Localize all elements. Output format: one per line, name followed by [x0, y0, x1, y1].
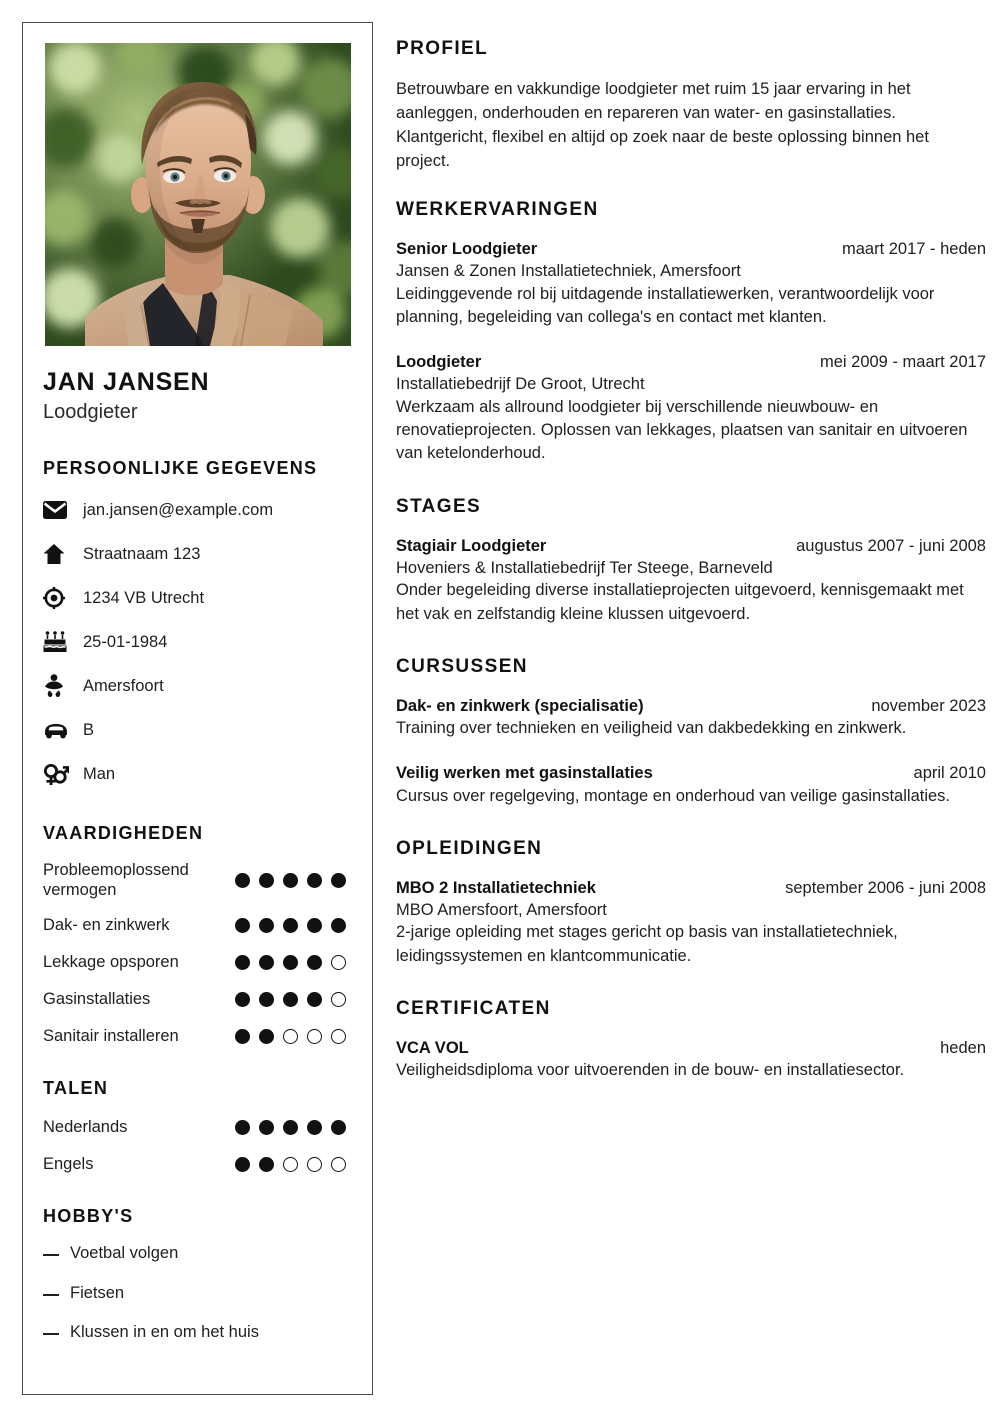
section-work-experience — [396, 199, 986, 466]
contact-value-city: 1234 VB Utrecht — [83, 588, 205, 607]
rating-dot-filled — [307, 918, 322, 933]
entry-date: heden — [940, 1039, 986, 1058]
skill-rating-dots — [235, 992, 352, 1007]
language-row — [43, 1115, 352, 1139]
rating-dot-filled — [235, 1029, 250, 1044]
entry-description: Cursus over regelgeving, montage en onderhoud van veilige gasinstallaties. — [396, 786, 951, 805]
entry-header — [396, 351, 986, 373]
entry-title: Loodgieter — [396, 353, 482, 372]
entry-description: Veiligheidsdiploma voor uitvoerenden in de bouw- en installatiesector. — [396, 1061, 905, 1080]
work-entry — [396, 238, 986, 329]
language-label: Nederlands — [43, 1118, 128, 1137]
rating-dot-filled — [235, 1120, 250, 1135]
rating-dot-filled — [331, 873, 346, 888]
section-heading-skills: VAARDIGHEDEN — [43, 823, 204, 843]
education-entry — [396, 877, 986, 968]
rating-dot-filled — [235, 918, 250, 933]
contact-value-birthdate: 25-01-1984 — [83, 632, 168, 651]
section-heading-hobbies: HOBBY'S — [43, 1206, 134, 1227]
rating-dot-filled — [259, 955, 274, 970]
profile-text: Betrouwbare en vakkundige loodgieter met ruim 15 jaar ervaring in het aanleggen, onderhouden en repareren van water- en gasinstallaties. Klantgericht, flexibel en altijd op zoek naar de beste oplossing binnen het project. — [396, 80, 929, 171]
section-heading-work: WERKERVARINGEN — [396, 199, 599, 221]
gender-icon — [43, 761, 73, 787]
rating-dot-filled — [235, 955, 250, 970]
entry-header — [396, 238, 986, 260]
rating-dot-empty — [331, 992, 346, 1007]
contact-row-birthplace — [43, 671, 352, 701]
entry-organization: Installatiebedrijf De Groot, Utrecht — [396, 375, 645, 394]
skill-rating-dots — [235, 918, 352, 933]
baby-icon — [43, 673, 73, 699]
section-heading-courses: CURSUSSEN — [396, 655, 528, 677]
dash-icon — [43, 1333, 59, 1335]
rating-dot-filled — [259, 918, 274, 933]
entry-date: mei 2009 - maart 2017 — [819, 353, 986, 372]
envelope-icon — [43, 497, 73, 523]
contact-list — [43, 495, 352, 789]
skill-label: Lekkage opsporen — [43, 953, 179, 972]
contact-row-city — [43, 583, 352, 613]
contact-row-email — [43, 495, 352, 525]
entry-date: september 2006 - juni 2008 — [785, 878, 986, 897]
skill-row — [43, 950, 352, 974]
skill-row — [43, 913, 352, 937]
section-heading-internships: STAGES — [396, 495, 482, 517]
entry-header — [396, 877, 986, 899]
skill-rating-dots — [235, 873, 352, 888]
certificate-entry — [396, 1037, 986, 1083]
list-item — [43, 1283, 352, 1304]
rating-dot-empty — [331, 1029, 346, 1044]
section-internships — [396, 496, 986, 626]
skill-label: Probleemoplossend vermogen — [43, 861, 189, 900]
rating-dot-empty — [283, 1029, 298, 1044]
language-label: Engels — [43, 1155, 94, 1174]
name-block — [43, 368, 352, 424]
contact-value-email: jan.jansen@example.com — [83, 500, 274, 519]
rating-dot-filled — [283, 873, 298, 888]
entry-title: Senior Loodgieter — [396, 240, 538, 259]
rating-dot-filled — [331, 1120, 346, 1135]
rating-dot-empty — [283, 1157, 298, 1172]
contact-value-gender: Man — [83, 764, 116, 783]
entry-description: Training over technieken en veiligheid van dakbedekking en zinkwerk. — [396, 719, 907, 738]
location-pin-icon — [43, 585, 73, 611]
section-heading-certificates: CERTIFICATEN — [396, 998, 551, 1020]
contact-value-license: B — [83, 720, 95, 739]
contact-row-address — [43, 539, 352, 569]
rating-dot-filled — [235, 992, 250, 1007]
hobby-label: Voetbal volgen — [70, 1244, 179, 1263]
list-item — [43, 1243, 352, 1264]
course-entry — [396, 762, 986, 808]
contact-row-gender — [43, 759, 352, 789]
sidebar — [22, 22, 373, 1395]
rating-dot-filled — [307, 992, 322, 1007]
entry-description: Werkzaam als allround loodgieter bij verschillende nieuwbouw- en renovatieprojecten. Oplossen van lekkages, plaatsen van sanitair en uitvoeren van ketelonderhoud. — [396, 397, 968, 463]
rating-dot-filled — [259, 1120, 274, 1135]
entry-header — [396, 695, 986, 717]
rating-dot-filled — [259, 1157, 274, 1172]
entry-title: Veilig werken met gasinstallaties — [396, 764, 653, 783]
rating-dot-filled — [259, 1029, 274, 1044]
entry-date: november 2023 — [871, 696, 986, 715]
skill-row — [43, 987, 352, 1011]
rating-dot-filled — [283, 1120, 298, 1135]
rating-dot-filled — [307, 1120, 322, 1135]
internship-entry — [396, 535, 986, 626]
rating-dot-filled — [307, 873, 322, 888]
contact-row-birthdate — [43, 627, 352, 657]
portrait-photo-graphic — [45, 43, 351, 346]
rating-dot-empty — [307, 1029, 322, 1044]
skills-list — [43, 860, 352, 1048]
skill-row — [43, 860, 352, 900]
entry-date: april 2010 — [913, 764, 986, 783]
section-profile — [396, 38, 986, 173]
section-heading-profile: PROFIEL — [396, 38, 489, 59]
skill-rating-dots — [235, 1029, 352, 1044]
skill-rating-dots — [235, 955, 352, 970]
rating-dot-filled — [259, 992, 274, 1007]
rating-dot-filled — [307, 955, 322, 970]
job-title: Loodgieter — [43, 401, 138, 423]
birthday-cake-icon — [43, 629, 73, 655]
rating-dot-filled — [283, 918, 298, 933]
language-rating-dots — [235, 1157, 352, 1172]
languages-list — [43, 1115, 352, 1176]
section-education — [396, 838, 986, 968]
entry-header — [396, 1037, 986, 1059]
contact-row-license — [43, 715, 352, 745]
section-courses — [396, 656, 986, 808]
entry-header — [396, 762, 986, 784]
hobbies-list — [43, 1243, 352, 1343]
entry-organization: MBO Amersfoort, Amersfoort — [396, 901, 607, 920]
section-heading-education: OPLEIDINGEN — [396, 837, 543, 859]
rating-dot-empty — [331, 1157, 346, 1172]
dash-icon — [43, 1294, 59, 1296]
entry-title: Dak- en zinkwerk (specialisatie) — [396, 696, 644, 715]
entry-description: 2-jarige opleiding met stages gericht op basis van installatietechniek, leidingssystemen en klantcommunicatie. — [396, 923, 898, 965]
skill-row — [43, 1024, 352, 1048]
rating-dot-filled — [235, 1157, 250, 1172]
entry-description: Onder begeleiding diverse installatieprojecten uitgevoerd, kennisgemaakt met het vak en zelfstandig kleine klussen uitgevoerd. — [396, 581, 964, 623]
rating-dot-filled — [283, 992, 298, 1007]
skill-label: Gasinstallaties — [43, 990, 151, 1009]
contact-value-birthplace: Amersfoort — [83, 676, 164, 695]
hobby-label: Fietsen — [70, 1283, 125, 1302]
entry-date: maart 2017 - heden — [841, 240, 986, 259]
entry-title: MBO 2 Installatietechniek — [396, 878, 596, 897]
rating-dot-empty — [331, 955, 346, 970]
language-row — [43, 1152, 352, 1176]
contact-value-address: Straatnaam 123 — [83, 544, 201, 563]
entry-date: augustus 2007 - juni 2008 — [796, 536, 986, 555]
entry-title: VCA VOL — [396, 1039, 469, 1058]
skill-label: Dak- en zinkwerk — [43, 916, 170, 935]
entry-organization: Hoveniers & Installatiebedrijf Ter Steege, Barneveld — [396, 558, 773, 577]
page-title: JAN JANSEN — [43, 368, 210, 396]
rating-dot-filled — [259, 873, 274, 888]
entry-description: Leidinggevende rol bij uitdagende installatiewerken, verantwoordelijk voor planning, begeleiding van collega's en contact met klanten. — [396, 284, 935, 326]
main-column — [396, 38, 986, 1113]
section-heading-personal: PERSOONLIJKE GEGEVENS — [43, 458, 318, 478]
entry-header — [396, 535, 986, 557]
dash-icon — [43, 1254, 59, 1256]
car-icon — [43, 717, 73, 743]
entry-organization: Jansen & Zonen Installatietechniek, Amersfoort — [396, 262, 741, 281]
entry-title: Stagiair Loodgieter — [396, 536, 547, 555]
hobby-label: Klussen in en om het huis — [70, 1323, 259, 1342]
portrait-photo — [45, 43, 351, 346]
section-certificates — [396, 998, 986, 1083]
rating-dot-filled — [235, 873, 250, 888]
work-entry — [396, 351, 986, 465]
language-rating-dots — [235, 1120, 352, 1135]
skill-label: Sanitair installeren — [43, 1027, 179, 1046]
section-heading-languages: TALEN — [43, 1078, 109, 1099]
rating-dot-filled — [331, 918, 346, 933]
list-item — [43, 1322, 352, 1343]
course-entry — [396, 695, 986, 741]
rating-dot-empty — [307, 1157, 322, 1172]
rating-dot-filled — [283, 955, 298, 970]
house-icon — [43, 541, 73, 567]
